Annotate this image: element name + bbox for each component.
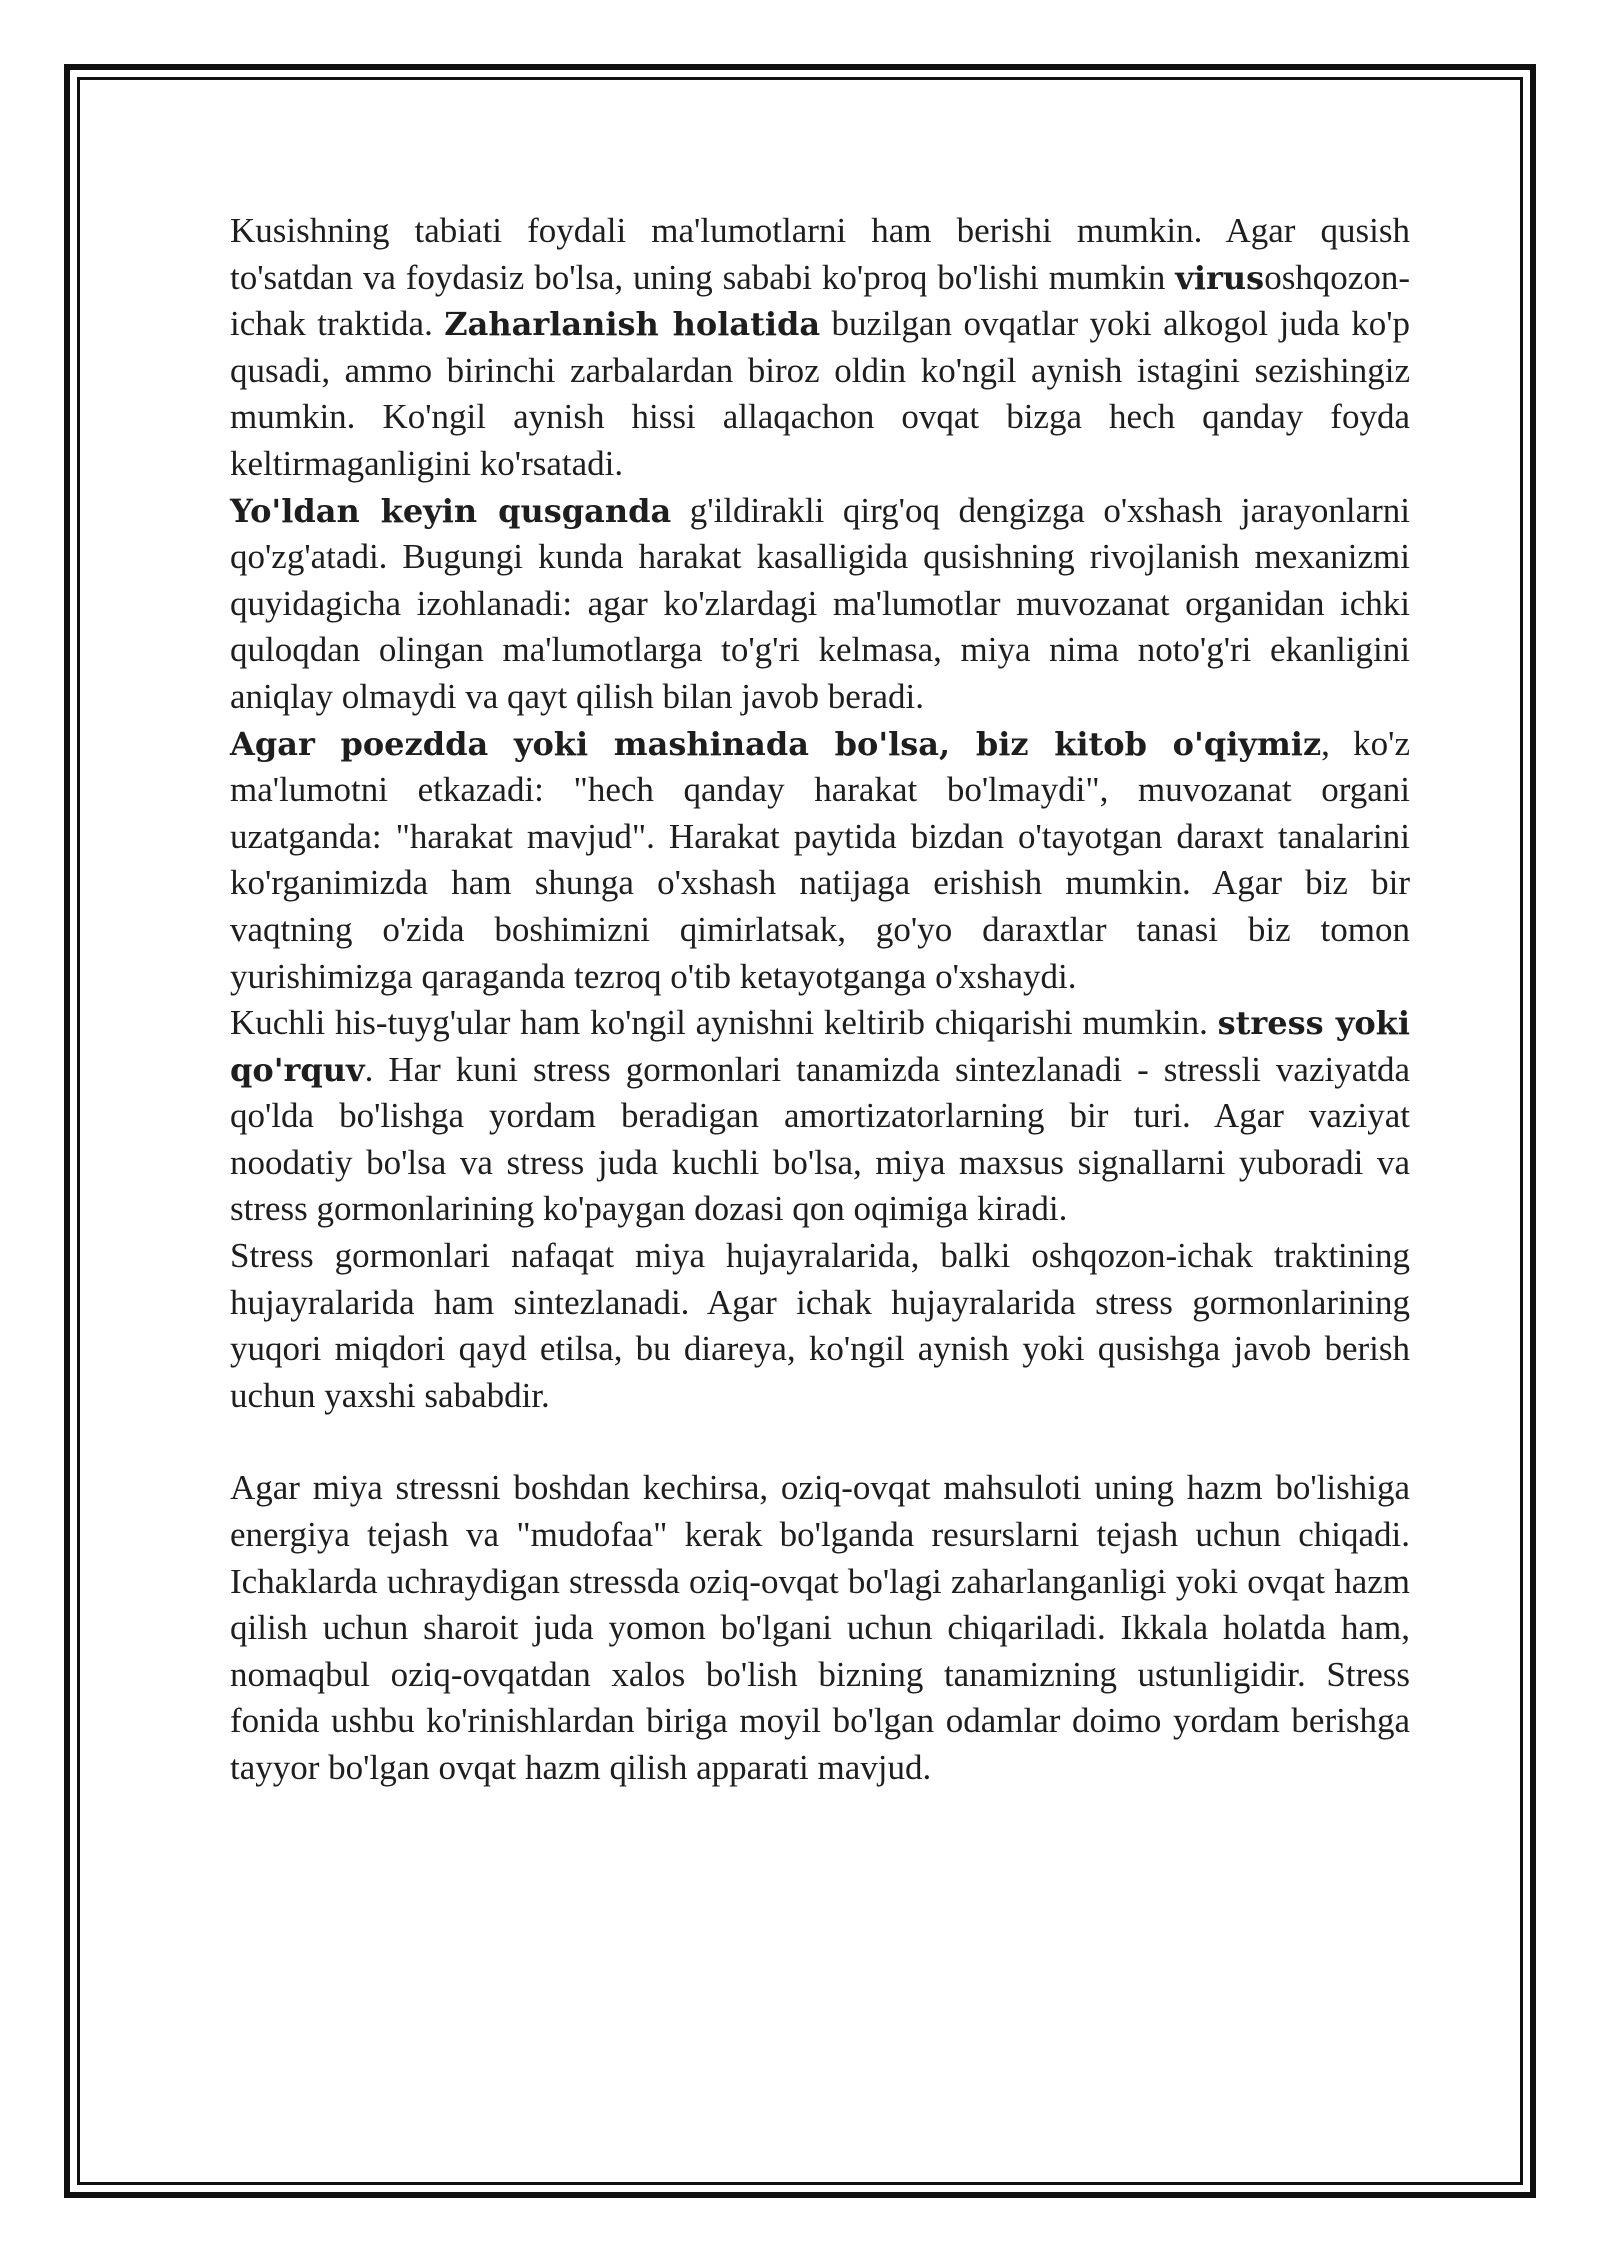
paragraph-text: Kusishning tabiati foydali ma'lumotlarni ham berishi mumkin. Agar qusish to'satdan va foydasiz bo'lsa, uning sababi ko'proq bo'lishi mumkin — [230, 211, 1410, 297]
paragraph-text: buzilgan ovqatlar yoki alkogol juda ko'p qusadi, ammo birinchi zarbalardan biroz oldin ko'ngil aynish istagini sezishingiz mumkin. Ko'ngil aynish hissi allaqachon ovqat bizga hech qanday foyda keltirmaganligini ko'rsatadi. — [230, 304, 1410, 483]
paragraph-text: oshqozon-ichak traktida. — [230, 257, 1410, 344]
paragraph-bold-text: virus — [1175, 258, 1265, 297]
paragraph — [230, 488, 1410, 721]
paragraph-text: g'ildirakli qirg'oq dengizga o'xshash jarayonlarni qo'zg'atadi. Bugungi kunda harakat kasalligida qusishning rivojlanish mexanizmi quyidagicha izohlanadi: agar ko'zlardagi ma'lumotlar muvozanat organidan ichki quloqdan olingan ma'lumotlarga to'g'ri kelmasa, miya nima noto'g'ri ekanligini aniqlay olmaydi va qayt qilish bilan javob beradi. — [230, 490, 1411, 716]
paragraph-bold-text: Yo'ldan keyin qusganda — [230, 491, 672, 530]
paragraph-text: . Har kuni stress gormonlari tanamizda sintezlanadi - stressli vaziyatda qo'lda bo'lishga yordam beradigan amortizatorlarning bir turi. Agar vaziyat noodatiy bo'lsa va stress juda kuchli bo'lsa, miya maxsus signallarni yuboradi va stress gormonlarining ko'paygan dozasi qon oqimiga kiradi. — [230, 1049, 1410, 1229]
paragraph — [230, 1465, 1410, 1791]
paragraph-text: Stress gormonlari nafaqat miya hujayralarida, balki oshqozon-ichak traktining hujayralarida ham sintezlanadi. Agar ichak hujayralarida stress gormonlarining yuqori miqdori qayd etilsa, bu diareya, ko'ngil aynish yoki qusishga javob berish uchun yaxshi sababdir. — [230, 1236, 1410, 1415]
paragraph-text: Kuchli his-tuyg'ular ham ko'ngil aynishni keltirib chiqarishi mumkin. — [230, 1003, 1218, 1043]
paragraph — [230, 1233, 1410, 1419]
paragraph — [230, 721, 1410, 1001]
paragraph-bold-text: stress yoki qo'rquv — [230, 1004, 1410, 1089]
document-body — [230, 208, 1410, 1792]
paragraph-bold-text: Agar poezdda yoki mashinada bo'lsa, biz kitob o'qiymiz — [230, 724, 1322, 763]
paragraph-bold-text: Zaharlanish holatida — [444, 305, 821, 344]
paragraph-text: , ko'z ma'lumotni etkazadi: "hech qanday harakat bo'lmaydi", muvozanat organi uzatganda: "harakat mavjud". Harakat paytida bizdan o'tayotgan daraxt tanalarini ko'rganimizda ham shunga o'xshash natijaga erishish mumkin. Agar biz bir vaqtning o'zida boshimizni qimirlatsak, go'yo daraxtlar tanasi biz tomon yurishimizga qaraganda tezroq o'tib ketayotganga o'xshaydi. — [230, 723, 1411, 996]
paragraph-text: Agar miya stressni boshdan kechirsa, oziq-ovqat mahsuloti uning hazm bo'lishiga energiya tejash va "mudofaa" kerak bo'lganda resurslarni tejash uchun chiqadi. Ichaklarda uchraydigan stressda oziq-ovqat bo'lagi zaharlanganligi yoki ovqat hazm qilish uchun sharoit juda yomon bo'lgani uchun chiqariladi. Ikkala holatda ham, nomaqbul oziq-ovqatdan xalos bo'lish bizning tanamizning ustunligidir. Stress fonida ushbu ko'rinishlardan biriga moyil bo'lgan odamlar doimo yordam berishga tayyor bo'lgan ovqat hazm qilish apparati mavjud. — [230, 1468, 1410, 1787]
paragraph — [230, 1000, 1410, 1233]
paragraph — [230, 208, 1410, 488]
